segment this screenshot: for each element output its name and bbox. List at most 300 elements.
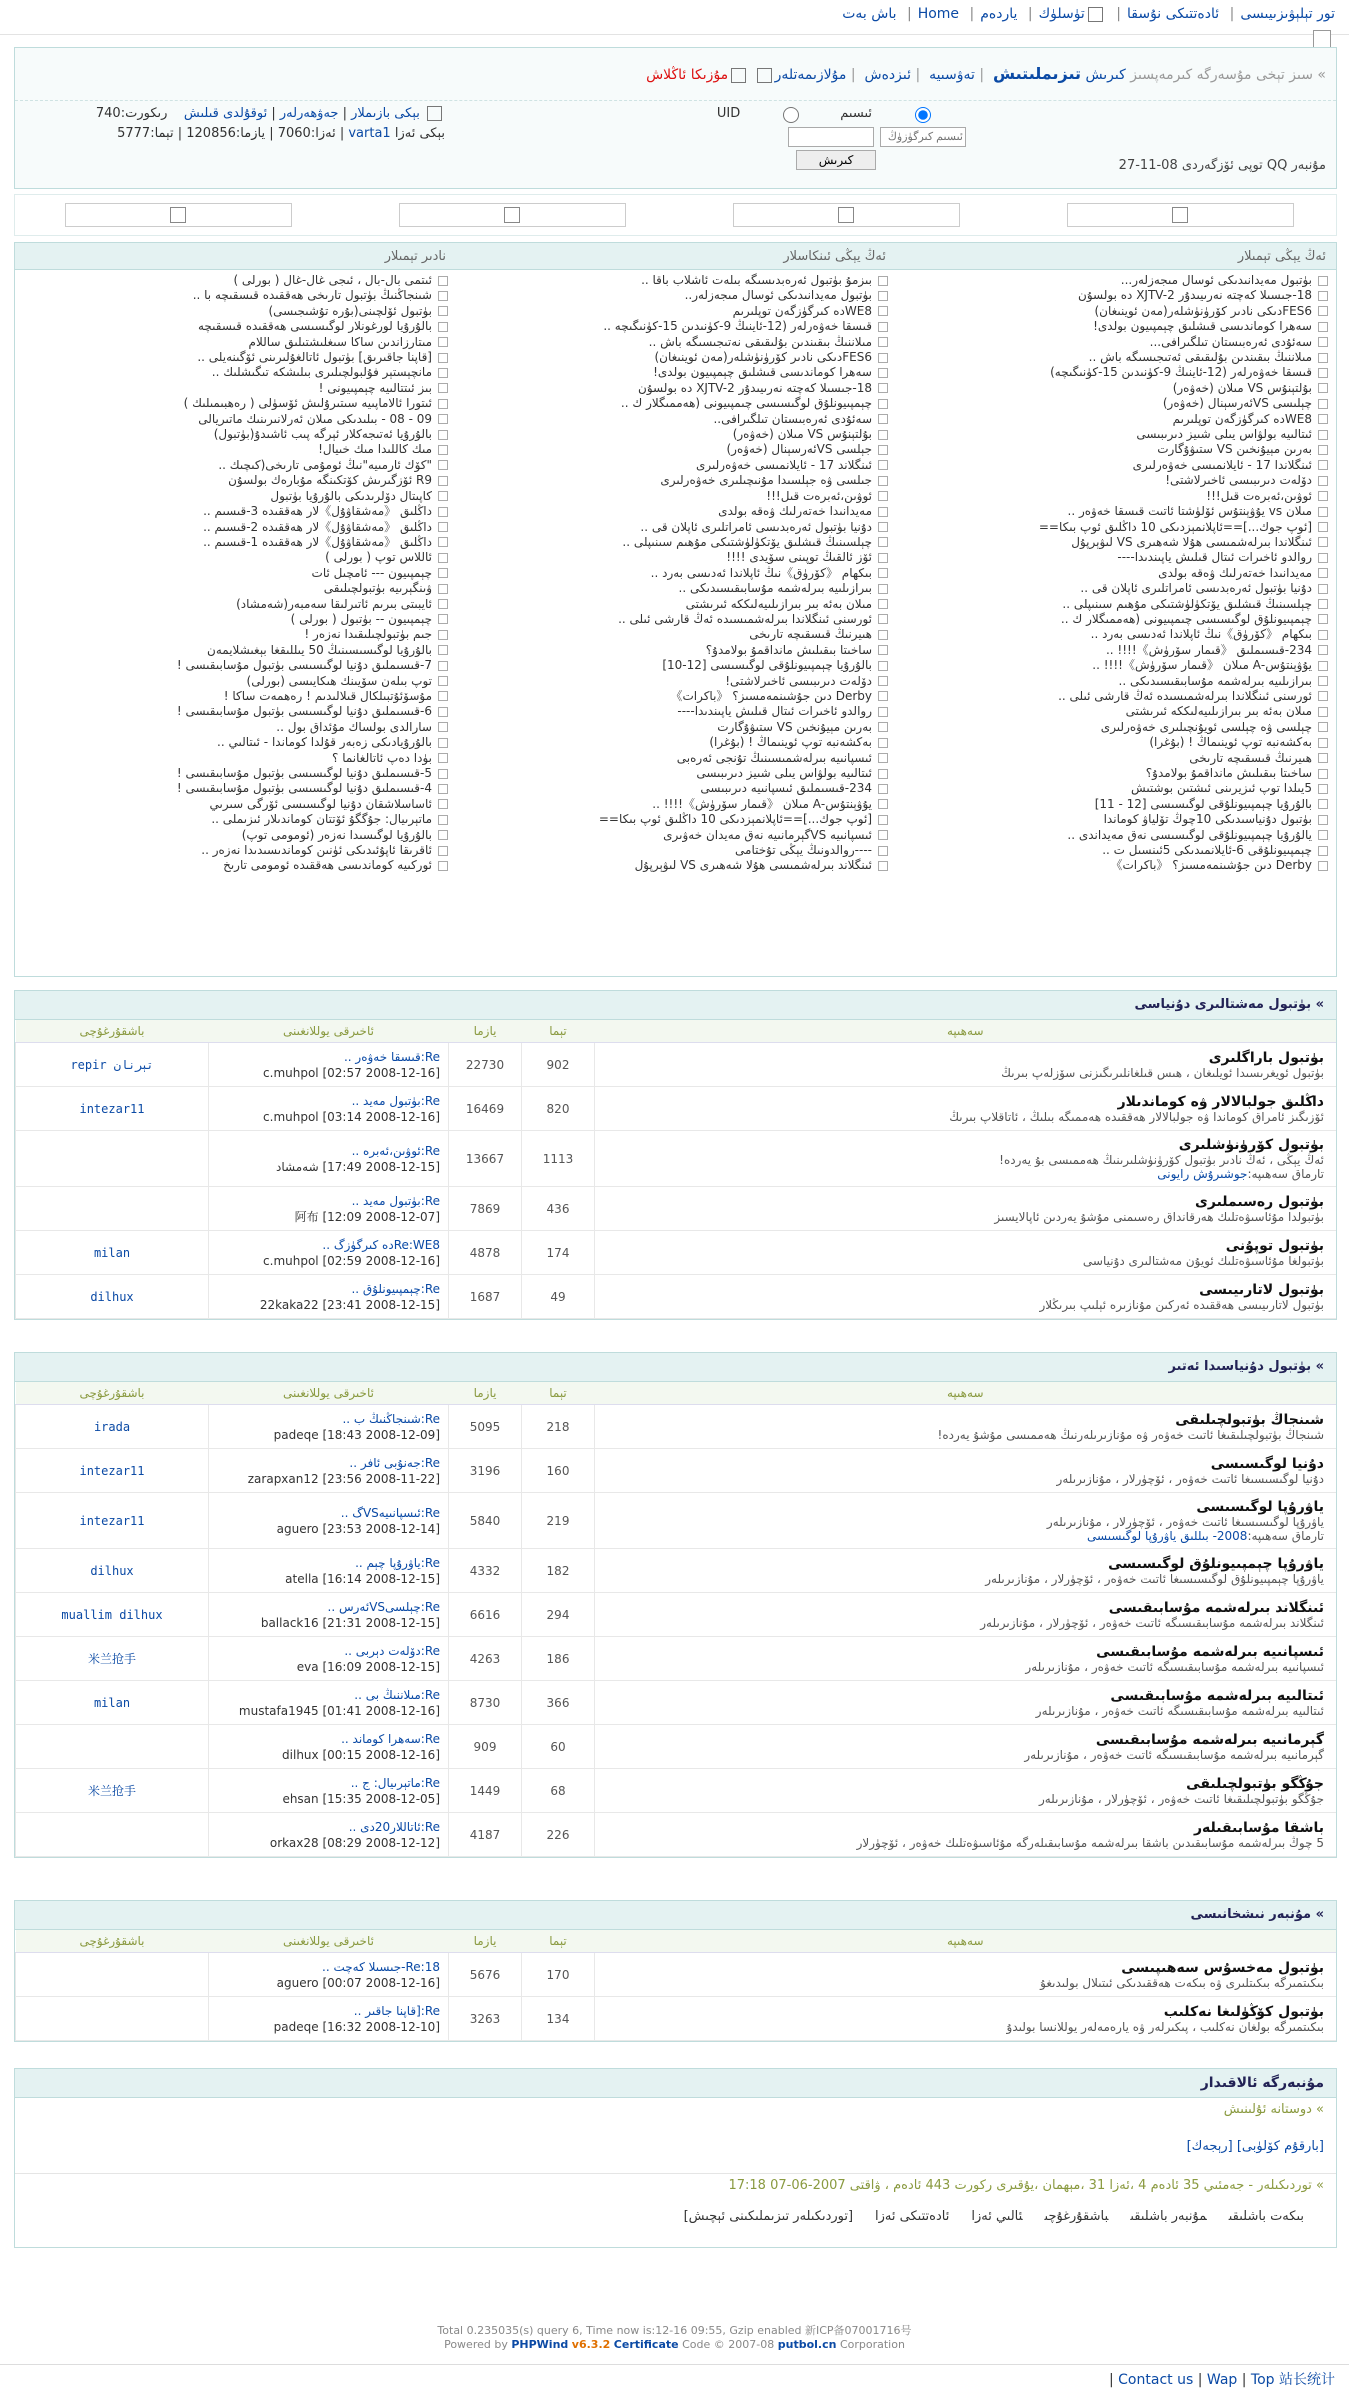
topic-link[interactable]: چېمپىيونلۇق لوگىسىسى چىمپىيونى (ھەممىگلار ك .. [902,612,1328,627]
last-post-title[interactable]: Re:شىنجاڭنىڭ ب .. [342,1411,440,1426]
topic-link[interactable]: ئىنگلاندا 17 - ئايلانمىسى خەۋەرلىرى [902,458,1328,473]
column-header: باشقۇرغۇچى [16,1382,209,1405]
topic-link[interactable]: بۈتبول ئۆلچىنى(بۇرە تۇشىجىسى) [22,304,448,319]
moderator[interactable]: irada [16,1405,209,1449]
forum-desc: بۈتبولغا مۇئاسىۋەتلىك ئويۇن مەشتالىرى دۇنياسى [1082,1253,1324,1268]
topic-link[interactable]: داڭلىق 《مەشقاۋۇل》لار ھەققىدە 3-قىسىم .. [22,504,448,519]
sub-forum-link[interactable]: جوشىرۇش رايونى [1157,1166,1248,1181]
group-title[interactable]: » مۇنبەر نىشخانىسى [15,1901,1336,1930]
topic-link[interactable]: بىرازىلىيە بىرلەشمە مۇسابىقىسىدىكى .. [462,581,888,596]
topic-count: 1113 [522,1131,595,1187]
topic-link[interactable]: شىنجاڭنىڭ بۈتبول تارىخى ھەققىدە قىسقىچە با .. [22,288,448,303]
topic-link[interactable]: بالۇرۇيا ئەتىجەكلار ئېرگە پىب ئاشىدۇ(بۈتبول) [22,427,448,442]
online-summary[interactable]: » توردىكىلەر - جەمئىي 35 ئادەم 4 ،ئەزا 31 ،مېھمان ،يۇقىرى ركورت 443 ئادەم ، ۋاقتى 2007-06-07 17:18 [15,2173,1336,2197]
record-label: رىكورت:740 [95,106,168,121]
topic-link[interactable]: بالۇرۇيا لوگىسىسىنىڭ 50 يىللىقغا بېغىشلايمەن [22,643,448,658]
topic-link[interactable]: سەئۇدى ئەرەبىستان تىلگىرافى.. [462,412,888,427]
topic-link[interactable]: بەرىن مېيۇنخىن VS ستىۋۇگارت [902,442,1328,457]
group-title[interactable]: » بۈتبول دۇنياسىدا ئەتىر [15,1353,1336,1382]
forum-desc: بىكىتمىرگە بىكىتلىرى ۋە بىكەت ھەققىدىكى ئىتىلال بولىدىغۇ [1040,1975,1324,1990]
topic-link[interactable]: چېمپىيون --- ئامچىل ئات [22,566,448,581]
forum-name[interactable]: بۈتبول مەخسۇس سەھىپىسى [1121,1959,1324,1976]
topic-count: 182 [522,1549,595,1593]
topic-link[interactable]: FES6دىكى نادىر كۆرۈنۈشلەر(مەن ئوينىغان) [902,304,1328,319]
code-copyright: Code © 2007-08 [682,2338,775,2351]
last-post-info: [2008-12-15 23:41] 22kaka22 [259,1297,440,1312]
forum-name[interactable]: داڭلىق جولبالالار ۋە كوماندىلار [1117,1093,1324,1110]
topic-link[interactable]: سەھرا كوماندىسى قىشلىق چېمپىيون بولدى! [902,319,1328,334]
topic-link[interactable]: كاپىتال دۆلرىدىكى بالۇرۇيا بۈتبول [22,489,448,504]
friend-link[interactable]: [بارقۇم كۆلۈبى] [رېجەك] [1186,2139,1324,2154]
forum-desc: ياۋرۇپا چېمپىيونلۇق لوگىسىسىغا ئاتىت خەۋەر ، ئۆچۈرلار ، مۇنازىرىلەر [985,1571,1324,1586]
topic-link[interactable]: دۆلەت دىرىبىسى ئاخىرلاشتى! [902,473,1328,488]
ad-slot-2[interactable] [399,203,626,227]
forum-name[interactable]: ياۋرۇپا لوگىسىسى [1196,1498,1324,1515]
last-post [209,1549,449,1593]
post-count: 5095 [449,1405,522,1449]
topic-link[interactable]: بىكھام 《كۆرۈق》نىڭ ئاپلاندا ئەدىسى بەرد .. [902,627,1328,642]
topic-link[interactable]: ئوۋىن،ئەبرەت قىل!!! [902,489,1328,504]
radio-uid[interactable] [751,107,831,123]
column-header: سەھىپە [595,1382,1337,1405]
radio-name-label: ئىسىم [840,106,872,121]
forum-cell [595,1187,1337,1231]
forum-name[interactable]: شىنجاڭ بۈتبولچىلىقى [1175,1411,1324,1428]
forum-name[interactable]: بۈتبول توپۇنى [1225,1237,1324,1254]
ad-image-icon [1172,207,1188,223]
last-post-title[interactable]: Re:چېمپىيونلۇق .. [351,1281,440,1296]
topic-link[interactable]: بالۇرۇيا چېمپىيونلۇقى لوگىسىسى [12 - 11] [902,797,1328,812]
last-post-title[interactable]: Re:چېلسىVSئەرس .. [327,1599,440,1614]
last-post [209,1187,449,1231]
last-post-title[interactable]: Re:ماتېرىيال: ج .. [350,1775,440,1790]
legend-item[interactable]: [توردىكىلەر تىزىملىكىنى ئېچىش] [683,2209,854,2224]
latest-topics-list [902,273,1328,874]
moderator[interactable] [16,1725,209,1769]
topic-link[interactable]: ئورسنى ئىنگلاندا بىرلەشمىسىدە ئەڭ قارشى ئىلى .. [902,689,1328,704]
column-header: يازما [449,1930,522,1953]
forum-row [16,1187,1337,1231]
topic-link[interactable]: بالۇرۇيا لورغونلار لوگىسىسى ھەققىدە قىسقىچە [22,319,448,334]
topic-link[interactable]: 234-قىسىملىق ئىسپانىيە دىرىبىسى [462,781,888,796]
forum-cell [595,1231,1337,1275]
moderator[interactable]: dilhux [16,1275,209,1319]
last-post-info: [2008-12-15 16:09] eva [296,1659,440,1674]
topic-link[interactable]: دۇنيا بۈتبول ئەرەبدىسى ئامراتلىرى ئاپلان قى .. [902,581,1328,596]
forum-desc: شىنجاڭ بۈتبولچىلىقىغا ئاتىت خەۋەر ۋە مۇنازىرىلەرنىڭ ھەممىسى مۇشۇ يەردە! [937,1427,1324,1442]
forum-cell [595,1131,1337,1187]
login-button[interactable]: كىرىش [796,150,876,170]
topic-count: 186 [522,1637,595,1681]
new-posts-link[interactable]: بېكى بازىملار [351,106,420,121]
last-post [209,1043,449,1087]
site-logo-icon[interactable] [1313,30,1331,48]
topic-link[interactable]: [قاپنا جاقىرىق] بۈتبول ئاتالغۇلىرىنى ئۆگىنەيلى .. [22,350,448,365]
palette-icon[interactable] [1088,7,1103,22]
topic-link[interactable]: بۇلتېنۇس VS مىلان (خەۋەر) [462,427,888,442]
moderator[interactable]: تېرنان repir [16,1043,209,1087]
friends-label: » دوستانە ئۇلىنىش [1223,2102,1324,2117]
forum-name[interactable]: گېرمانىيە بىرلەشمە مۇسابىقىسى [1095,1731,1324,1748]
forum-name[interactable]: جۇڭگو بۈتبولچىلىقى [1186,1775,1324,1792]
top-link-help[interactable]: ياردەم [980,6,1018,22]
nav-music[interactable]: مۇزىكا ئاڭلاش [646,67,729,83]
topic-link[interactable]: ئىنگلاند بىرلەشمىسى هۇلا شەھىرى VS لىۋېرپۇل [462,858,888,873]
rss-icon[interactable] [427,106,442,121]
topic-count: 226 [522,1813,595,1857]
topic-link[interactable]: Derby دىن جۇشىنمەمسىز؟ 《باكرات》 [462,689,888,704]
last-post-title[interactable]: Re:ئاتاللار20دى .. [348,1819,440,1834]
forum-name[interactable]: ياۋرۇپا چېمپىيونلۇق لوگىسىسى [1108,1555,1324,1572]
topic-link[interactable]: قىسقا خەۋەرلەر (12-ئاينىڭ 9-كۈنىدىن 15-كۈنىگىچە) [902,365,1328,380]
forum-group-1 [14,990,1337,1320]
latest-topics-header: ئەڭ يېڭى تېمىلار [1237,249,1326,264]
topic-link[interactable]: بالۇرۇيا چېمپىيونلۇقى لوگىسىسى [12-10] [462,658,888,673]
register-link[interactable]: تىزىملىتىش [993,64,1081,83]
table-header-row [16,1930,1337,1953]
topic-link[interactable]: بەكشەنبە توپ ئوينىماڭ ! (بۇغرا) [462,735,888,750]
topic-link[interactable]: ئىسپانىيە VSگېرمانىيە نەق مەيدان خەۋىرى [462,828,888,843]
forum-name[interactable]: بۈتبول لاتارىيىسى [1199,1281,1324,1298]
topic-link[interactable]: بىز ئىتتالىيە چېمپىيونى ! [22,381,448,396]
last-post-title[interactable]: Re:18-جىسىلا كەچت .. [322,1959,440,1974]
last-post-title[interactable]: Re:WE8دە كىرگۈزگ .. [322,1237,440,1252]
moderator[interactable]: milan [16,1681,209,1725]
version: v6.3.2 [571,2338,611,2351]
last-post-title[interactable]: Re:ياۋرۇپا چېم .. [355,1555,440,1570]
last-post-info: [2008-12-15 17:49] شەمشاد [276,1159,440,1174]
forum-desc: ئىسپانىيە بىرلەشمە مۇسابىقىسىگە ئاتىت خەۋەر ، مۇنازىرىلەر [1025,1659,1324,1674]
forum-name[interactable]: باشقا مۇسابىقىلەر [1194,1819,1324,1836]
topic-link[interactable]: چېمپىيونلۇقى 6-ئايلانمىدىكى 5ئىنسىل ت .. [902,843,1328,858]
topic-link[interactable]: WE8دە كىرگۈزگەن توپلىرىم [902,412,1328,427]
forum-cell [595,1813,1337,1857]
last-post-title[interactable]: Re:بۈتبول مەيد .. [351,1193,440,1208]
legend-item: باشقۇرغۇچى [1044,2209,1109,2224]
topic-link[interactable]: بىزمۇ بۈتبول ئەرەبدىسىگە بىلەت ئاشلاب باقا .. [462,273,888,288]
post-count: 1449 [449,1769,522,1813]
forum-row [16,1953,1337,1997]
powered-prefix: Powered by [444,2338,508,2351]
topic-link[interactable]: ئاساسلاشقان دۇنيا لوگىسىسى ئۆرگى سىرىي [22,797,448,812]
ad-image-icon [504,207,520,223]
topic-link[interactable]: بالۇرۇيا لوگىسىدا نەزەر (ئومومى توپ) [22,828,448,843]
members-count: ئەزا:7060 [277,126,336,141]
wap-link[interactable]: Wap [1206,2372,1238,2388]
topic-link[interactable]: ھىيرنىڭ قىسقىچە تارىخى [462,627,888,642]
latest-replies-list [462,273,888,874]
last-post [209,1997,449,2041]
forum-name[interactable]: ئىتالىيە بىرلەشمە مۇسابىقىسى [1110,1687,1324,1704]
forum-desc: جۇڭگو بۈتبولچىلىقىغا ئاتىت خەۋەر ، ئۆچۈرلار ، مۇنازىرىلەر [1038,1791,1324,1806]
forum-row [16,1813,1337,1857]
topic-link[interactable]: بۇلتېنۇس VS مىلان (خەۋەر) [902,381,1328,396]
forum-row [16,1997,1337,2041]
topic-link[interactable]: يۇۋېنتۇس-A مىلان 《قىمار سۆرۈش》!!!! .. [902,658,1328,673]
last-post-title[interactable]: Re:ئوۋىن،ئەبرە .. [351,1143,440,1158]
topic-link[interactable]: بىرازىلىيە بىرلەشمە مۇسابىقىسىدىكى .. [902,674,1328,689]
moderator[interactable]: intezar11 [16,1449,209,1493]
topic-link[interactable]: ئاقرىقا ئاپۇئىدىكى ئۈنىن كوماندىسىدىدا نەزەر .. [22,843,448,858]
topic-link[interactable]: مىتارزاندىن ساكا سىغلىشتىلىق ساللام [22,335,448,350]
last-post-title[interactable]: Re:ئىسپانىيەVSگ .. [340,1505,440,1520]
topic-link[interactable]: ساخىتا بىقىلىش مانداقمۇ بولامدۇ؟ [462,643,888,658]
last-post-info: [2008-12-07 12:09] 阿布 [294,1209,440,1224]
topic-count: 170 [522,1953,595,1997]
group-title[interactable]: » بۈتبول مەشتالىرى دۇنياسى [15,991,1336,1020]
moderator[interactable]: 米兰抢手 [16,1637,209,1681]
topic-link[interactable]: مۇسۆئۇتبىلكال قىلالىدىم ! رەھمەت ساكا ! [22,689,448,704]
topic-link[interactable]: ھىيرنىڭ قىسقىچە تارىخى [902,751,1328,766]
login-form [717,104,966,170]
ad-image-icon [170,207,186,223]
top-link-normal[interactable]: ئادەتتىكى نۇسقا [1127,6,1220,22]
topic-link[interactable]: 18-جىسىلا كەچتە نەرىيىدۇر XJTV-2 دە بولسۇن [462,381,888,396]
topic-count: 68 [522,1769,595,1813]
topic-link[interactable]: سارالدى بولساك مۇئداق بول .. [22,720,448,735]
top-link-index[interactable]: باش بەت [842,6,897,22]
column-header: ئاخىرقى يوللانغىنى [209,1020,449,1043]
topic-link[interactable]: چېلىسى VSئەرسېنال (خەۋەر) [902,396,1328,411]
topic-link[interactable]: چېلسىنىڭ قىشلىق يۆتكۈلۈشتىكى مۇھىم سىنىپلى .. [462,535,888,550]
forum-cell [595,1043,1337,1087]
last-post-title[interactable]: Re:مىلاننىڭ بى .. [354,1687,440,1702]
topic-link[interactable]: بەرىن مېيۇنخىن VS ستىۋۇگارت [462,720,888,735]
topic-link[interactable]: ئىسپانىيە بىرلەشمىسىنىڭ تۇنجى ئەرەبى [462,751,888,766]
forum-name[interactable]: ئىسپانىيە بىرلەشمە مۇسابىقىسى [1096,1643,1324,1660]
moderator[interactable] [16,1813,209,1857]
sub-forum [596,1529,1324,1543]
top-link[interactable]: Top 站长统计 [1250,2372,1335,2388]
post-count: 3196 [449,1449,522,1493]
sub-forum-link[interactable]: 2008- بىللىق ياۋرۇپا لوگىسىسى [1086,1528,1248,1543]
topic-link[interactable]: يالۇرۇيا چېمپىيونلۇقى لوگىسىسى نەق مەيداندى .. [902,828,1328,843]
topic-link[interactable]: سەھرا كوماندىسى قىشلىق چېمپىيون بولدى! [462,365,888,380]
topic-link[interactable]: 234-قىسىملىق 《قىمار سۆرۈش》!!!! .. [902,643,1328,658]
post-count: 4878 [449,1231,522,1275]
featured-topics-header: نادىر تېمىلار [384,249,446,264]
post-count: 4332 [449,1549,522,1593]
topic-link[interactable]: مىلان بەئە بىر بىرازىلىيەلىككە ئىرىشتى [462,597,888,612]
topic-link[interactable]: بىكھام 《كۆرۈق》نىڭ ئاپلاندا ئەدىسى بەرد .. [462,566,888,581]
last-post [209,1231,449,1275]
topic-link[interactable]: جېلسى VSئەرسېنال (خەۋەر) [462,442,888,457]
last-post-title[interactable]: Re:سەھرا كوماند .. [341,1731,440,1746]
topic-link[interactable]: مىلان vs يۇۋېنتۇس ئۆلۈشتا ئاتىت قىسقا خەۋەر .. [902,504,1328,519]
moderator[interactable] [16,1953,209,1997]
topic-link[interactable]: داڭلىق 《مەشقاۋۇل》لار ھەققىدە 1-قىسىم .. [22,535,448,550]
topic-count: 60 [522,1725,595,1769]
forum-name[interactable]: ئىنگلاند بىرلەشمە مۇسابىقىسى [1108,1599,1324,1616]
post-count: 6616 [449,1593,522,1637]
topic-link[interactable]: 7-قىسىملىق دۇنيا لوگىسىسى بۈتبول مۇسابىقىسى ! [22,658,448,673]
last-post-title[interactable]: Re:دۆلەت دېربى .. [344,1643,440,1658]
post-count: 7869 [449,1187,522,1231]
topic-link[interactable]: "كۆك ئارمىيە"نىڭ ئومۇمى تارىخى(كىچىك .. [22,458,448,473]
last-post-title[interactable]: Re:جەنۇبى ئاڧر .. [349,1455,440,1470]
topic-link[interactable]: ئىتمى بال-بال ، ئىجى غال-غال ( بورلى ) [22,273,448,288]
topic-link[interactable]: ئورسنى ئىنگلاندا بىرلەشمىسىدە ئەڭ قارشى ئىلى .. [462,612,888,627]
column-header: ئاخىرقى يوللانغىنى [209,1930,449,1953]
topic-link[interactable]: مىك كاللىدا مىك خىيال! [22,442,448,457]
topic-link[interactable]: جىم بۈتبولچىلىقىدا نەزەر ! [22,627,448,642]
forum-name[interactable]: بۈتبول كۆرۈنۈشلىرى [1178,1136,1324,1153]
contact-link[interactable]: Contact us [1118,2372,1194,2388]
topic-link[interactable]: مەيدانىدا خەتەرلىك ۋەقە بولدى [902,566,1328,581]
bottom-links: | Contact us | Wap | Top 站长统计 [1108,2372,1335,2388]
moderator[interactable]: 米兰抢手 [16,1769,209,1813]
last-post-title[interactable]: Re:[قاپنا جاقىر .. [353,2003,440,2018]
newest-member-link[interactable]: varta1 [348,126,391,141]
forum-name[interactable]: بۈتبول رەسىملىرى [1195,1193,1324,1210]
site-stats: بېكى بازىملار | جەۋھەرلەر | ئوقۇلدى قىلىش رىكورت:740 بېكى ئەزا varta1 | ئەزا:7060 | يازما:120856 | تېما:5777 [95,106,445,141]
last-post-info: [2008-12-16 01:41] mustafa1945 [238,1703,440,1718]
radio-name[interactable] [883,107,963,123]
topic-link[interactable]: بۈدا دەپ ئاتالغانما ؟ [22,751,448,766]
topic-link[interactable]: بەكشەنبە توپ ئوينىماڭ ! (بۇغرا) [902,735,1328,750]
moderator[interactable] [16,1131,209,1187]
topic-link[interactable]: 4-قىسىملىق دۇنيا لوگىسىسى بۈتبول مۇسابىقىسى ! [22,781,448,796]
topic-link[interactable]: چېلسى ۋە چېلسى ئويۇنچىلىرى خەۋەرلىرى [902,720,1328,735]
moderator[interactable]: intezar11 [16,1087,209,1131]
topic-link[interactable]: دۇنيا بۈتبول ئەرەبدىسى ئامراتلىرى ئاپلان قى .. [462,520,888,535]
qq-notice[interactable]: مۇنبەر QQ توپى ئۆزگەردى 08-11-27 [1118,158,1326,173]
password-input[interactable] [788,127,874,147]
topic-link[interactable]: سەئۇدى ئەرەبىستان تىلگىرافى... [902,335,1328,350]
moderator[interactable]: dilhux [16,1549,209,1593]
topic-count: 820 [522,1087,595,1131]
moderator[interactable] [16,1997,209,2041]
certificate-link[interactable]: Certificate [613,2338,679,2351]
forum-name[interactable]: بۈتبول كۆڭۈلىغا نەكلىب [1163,2003,1324,2020]
topic-link[interactable]: چېلسىنىڭ قىشلىق يۆتكۈلۈشتىكى مۇھىم سىنىپلى .. [902,597,1328,612]
topic-link[interactable]: توپ بىلەن سۆيىنك ھىكايىسى (بورلى) [22,674,448,689]
topic-link[interactable]: ئايبىتى بىرىم ئاتىرلىقا سەمبەر(شەمشاد) [22,597,448,612]
topic-link[interactable]: ساخىتا بىقىلىش مانداقمۇ بولامدۇ؟ [902,766,1328,781]
topic-link[interactable]: جىلسى ۋە جېلسىدا مۇنىچىلىرى خەۋەرلىرى [462,473,888,488]
topic-link[interactable]: مىلان بەئە بىر بىرازىلىيەلىككە ئىرىشتى [902,704,1328,719]
topic-link[interactable]: 6-قىسىملىق دۇنيا لوگىسىسى بۈتبول مۇسابىقىسى ! [22,704,448,719]
topic-link[interactable]: دۆلەت دىرىبىسى ئاخىرلاشتى! [462,674,888,689]
topic-link[interactable]: FES6دىكى نادىر كۆرۈنۈشلەر(مەن ئوينىغان) [462,350,888,365]
topic-link[interactable]: ----روالدونىڭ يېڭى تۇختامى [462,843,888,858]
top-link-home[interactable]: Home [917,6,960,22]
topic-link[interactable]: ماتېرىيال: جۇگگۇ ئۆتتان كوماندىلار ئىزىملى .. [22,812,448,827]
forum-row [16,1769,1337,1813]
top-link-color[interactable]: تۈسلۈك [1038,6,1085,22]
topic-link[interactable]: [ئوپ جوك...]==ئاپلانمېزدىكى 10 داڭلىق ئوپ بىكا== [462,812,888,827]
topic-link[interactable]: چېمپىيون -- بۈتبول ( بورلى ) [22,612,448,627]
post-count: 3263 [449,1997,522,2041]
last-post-info: [2008-12-10 16:32] padeqe [273,2019,440,2034]
topic-link[interactable]: مانچېستېر فۇلبولچىلىرى بىلىشكە تىگىشلىك .. [22,365,448,380]
topic-link[interactable]: [ئوپ جوك...]==ئاپلانمېزدىكى 10 داڭلىق ئوپ بىكا== [902,520,1328,535]
forum-name[interactable]: دۇنيا لوگىسىسى [1210,1455,1324,1472]
forum-row [16,1593,1337,1637]
phpwind-link[interactable]: PHPWind [511,2338,569,2351]
last-post-title[interactable]: Re:قىسقا خەۋەر .. [343,1049,440,1064]
topic-link[interactable]: بۈتبول مەيدانىدىكى ئوسال مىجەزلەر... [902,273,1328,288]
moderator[interactable]: muallim dilhux [16,1593,209,1637]
ad-slot-1[interactable] [65,203,292,227]
topic-link[interactable]: مىلاننىڭ بىقىندىن بۇلىقىقى ئەتىجىسىگە باش .. [902,350,1328,365]
topic-link[interactable]: داڭلىق 《مەشقاۋۇل》لار ھەققىدە 2-قىسىم .. [22,520,448,535]
forum-table [15,1930,1336,2041]
top-link-tv[interactable]: تور تېلېۋىزىيىسى [1240,6,1335,22]
topic-link[interactable]: ئوركىيە كوماندىسى ھەققىدە ئومومى تارىخ [22,858,448,873]
latest-replies-header: ئەڭ يېڭى ئىنكاسلار [783,249,886,264]
mark-read-link[interactable]: ئوقۇلدى قىلىش [183,106,268,121]
last-post [209,1449,449,1493]
topic-link[interactable]: 5-قىسىملىق دۇنيا لوگىسىسى بۈتبول مۇسابىقىسى ! [22,766,448,781]
last-post-info: [2008-12-16 02:59] c.muhpol [263,1253,440,1268]
newest-member-label: بېكى ئەزا [394,126,445,141]
login-link[interactable]: كىرىش [1085,67,1126,83]
topic-link[interactable]: روالدو ئاخىرات ئىتال قىلىش ياپىندىدا---- [462,704,888,719]
topic-link[interactable]: ۋىنگېرىيە بۈتبولچىلىقى [22,581,448,596]
putbol-link[interactable]: putbol.cn [777,2338,837,2351]
topic-link[interactable]: بالۇرۇيادىكى زەبەر قۇلدا كوماندا - ئىتالىي .. [22,735,448,750]
topic-link[interactable]: R9 ئۆزگىرىش كۆتكىنگە مۇبارەك بولسۇن [22,473,448,488]
last-post-info: [2008-12-16 02:57] c.muhpol [263,1065,440,1080]
topic-link[interactable]: ئاللاس توپ ( بورلى ) [22,550,448,565]
topic-link[interactable]: 09 - 08 - بىلىدىكى مىلان ئەرلانىرىنىك ماتىريالى [22,412,448,427]
topic-link[interactable]: Derby دىن جۇشىنمەمسىز؟ 《باكرات》 [902,858,1328,873]
topic-link[interactable]: چېمپىيونلۇق لوگىسىسى چىمپىيونى (ھەممىگلار ك .. [462,396,888,411]
last-post-title[interactable]: Re:بۈتبول مەيد .. [351,1093,440,1108]
posts-count: يازما:120856 [186,126,266,141]
topic-link[interactable]: يۇۋېنتۇس-A مىلان 《قىمار سۆرۈش》!!!! .. [462,797,888,812]
topic-link[interactable]: WE8دە كىرگۈزگەن توپلىرىم [462,304,888,319]
moderator[interactable]: intezar11 [16,1493,209,1549]
forum-cell [595,1087,1337,1131]
topic-link[interactable]: مەيدانىدا خەتەرلىك ۋەقە بولدى [462,504,888,519]
topic-link[interactable]: بۈتبول دۇنياسىدىكى 10چوڭ تۆلياۋ كوماندا [902,812,1328,827]
forum-cell [595,1449,1337,1493]
nav-services[interactable]: مۇلازىمەتلەر [774,67,847,83]
topic-link[interactable]: قىسقا خەۋەرلەر (12-ئاينىڭ 9-كۈنىدىن 15-كۈنىگىچە .. [462,319,888,334]
topic-link[interactable]: ئىتورا ئالاماپىيە سىتىرۇلىش ئۆسۈلى ( رەھبىمىلىك ) [22,396,448,411]
moderator[interactable]: milan [16,1231,209,1275]
topic-link[interactable]: ئىتالىيە بولۋاس يىلى شىيز دىرىبىسى [902,427,1328,442]
username-input[interactable] [880,127,966,147]
last-post [209,1493,449,1549]
topic-link[interactable]: ئۆز ئالقىڭ توپىنى سۆيدى !!!! [462,550,888,565]
post-count: 5676 [449,1953,522,1997]
nav-recommend[interactable]: تەۋسىيە [929,67,975,83]
nav-search[interactable]: ئىزدەش [864,67,911,83]
forum-name[interactable]: بۈتبول باراگلىرى [1208,1049,1324,1066]
post-count: 1687 [449,1275,522,1319]
table-header-row [16,1020,1337,1043]
topic-link[interactable]: ئىنگلاند 17 - ئايلانمىسى خەۋەرلىرى [462,458,888,473]
ad-slot-4[interactable] [1067,203,1294,227]
topic-link[interactable]: ئىتالىيە بولۋاس يىلى شىيز دىرىبىسى [462,766,888,781]
topic-link[interactable]: 5يىلدا توپ ئىزيرىنى ئىشتىن بوشتىش [902,781,1328,796]
topic-link[interactable]: 18-جىسىلا كەچتە نەرىيىدۇر XJTV-2 دە بولسۇن [902,288,1328,303]
last-post [209,1087,449,1131]
topic-link[interactable]: بۈتبول مەيدانىدىكى ئوسال مىجەزلەر.. [462,288,888,303]
ad-slot-3[interactable] [733,203,960,227]
topic-link[interactable]: مىلاننىڭ بىقىندىن بۇلىقىقى نەتىجىسىگە باش .. [462,335,888,350]
topic-link[interactable]: ئوۋىن،ئەبرەت قىل!!! [462,489,888,504]
digest-link[interactable]: جەۋھەرلەر [279,106,339,121]
column-header: باشقۇرغۇچى [16,1930,209,1953]
topic-link[interactable]: ئىنگلاندا بىرلەشمىسى هۇلا شەھىرى VS لىۋېرپۇل [902,535,1328,550]
last-post [209,1131,449,1187]
moderator[interactable] [16,1187,209,1231]
topic-link[interactable]: روالدو ئاخىرات ئىتال قىلىش ياپىندىدا---- [902,550,1328,565]
